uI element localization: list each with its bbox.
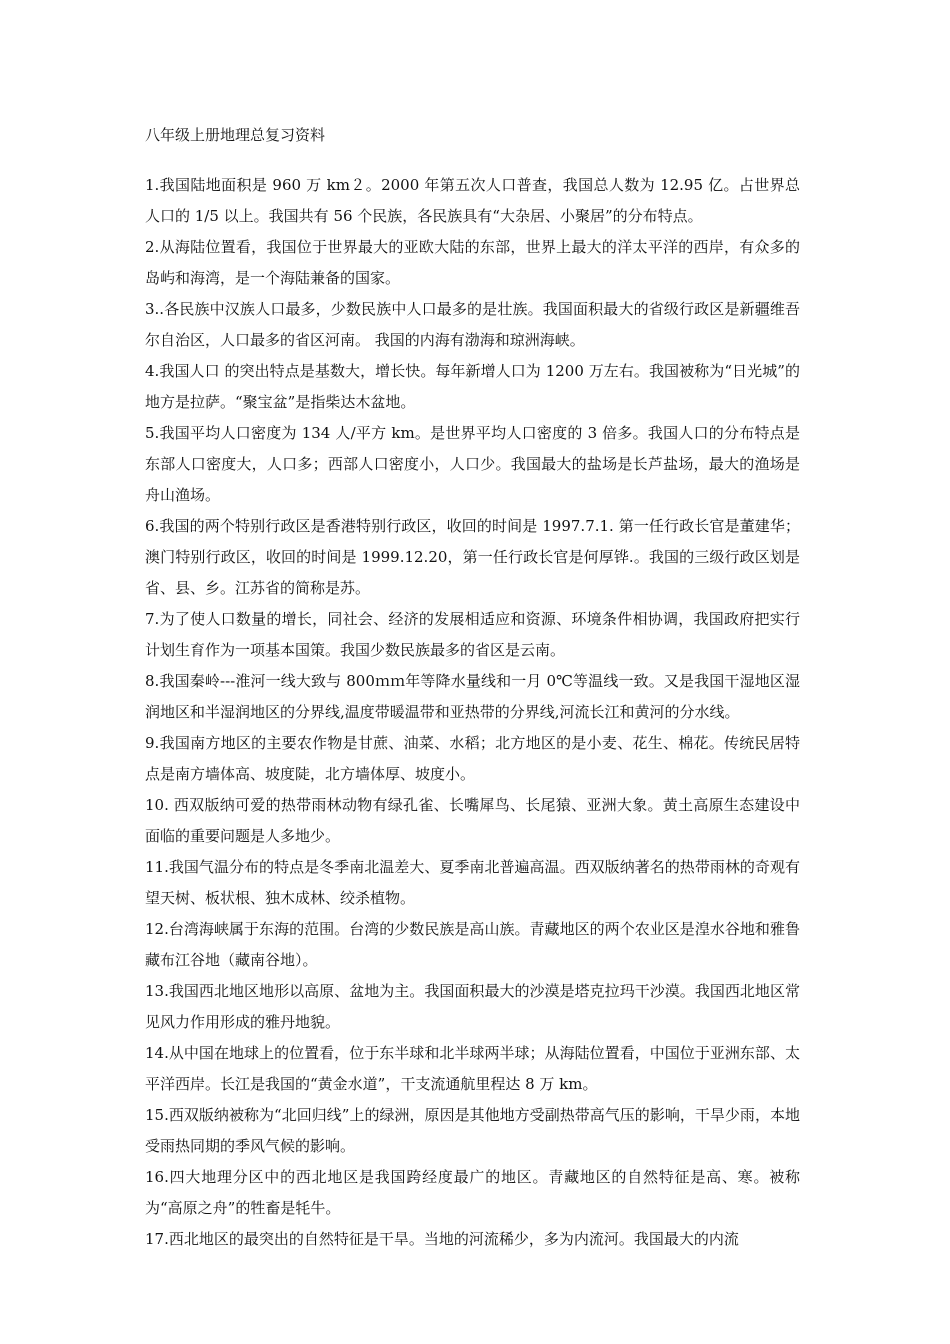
- review-item-15: 15.西双版纳被称为“北回归线”上的绿洲，原因是其他地方受副热带高气压的影响，干旱少雨，本地受雨热同期的季风气候的影响。: [145, 1106, 800, 1155]
- review-item-16: 16.四大地理分区中的西北地区是我国跨经度最广的地区。青藏地区的自然特征是高、寒。被称为“高原之舟”的牲畜是牦牛。: [145, 1168, 800, 1217]
- review-item-4: 4.我国人口 的突出特点是基数大，增长快。每年新增人口为 1200 万左右。我国被称为“日光城”的地方是拉萨。“聚宝盆”是指柴达木盆地。: [145, 362, 800, 411]
- review-item-9: 9.我国南方地区的主要农作物是甘蔗、油菜、水稻；北方地区的是小麦、花生、棉花。传统民居特点是南方墙体高、坡度陡，北方墙体厚、坡度小。: [145, 734, 800, 783]
- review-item-14: 14.从中国在地球上的位置看，位于东半球和北半球两半球；从海陆位置看，中国位于亚洲东部、太平洋西岸。长江是我国的“黄金水道”，干支流通航里程达 8 万 km。: [145, 1044, 800, 1093]
- review-item-5: 5.我国平均人口密度为 134 人/平方 km。是世界平均人口密度的 3 倍多。我国人口的分布特点是东部人口密度大，人口多；西部人口密度小，人口少。我国最大的盐场是长芦盐场，最大的渔场是舟山渔场。: [145, 424, 800, 504]
- review-item-list: [145, 170, 800, 1255]
- review-item-10: 10. 西双版纳可爱的热带雨林动物有绿孔雀、长嘴犀鸟、长尾猿、亚洲大象。黄土高原生态建设中面临的重要问题是人多地少。: [145, 796, 800, 845]
- review-item-6: 6.我国的两个特别行政区是香港特别行政区，收回的时间是 1997.7.1. 第一任行政长官是董建华；澳门特别行政区，收回的时间是 1999.12.20，第一任行政长官是何厚铧.。我国的三级行政区划是省、县、乡。江苏省的简称是苏。: [145, 517, 800, 597]
- review-item-11: 11.我国气温分布的特点是冬季南北温差大、夏季南北普遍高温。西双版纳著名的热带雨林的奇观有望天树、板状根、独木成林、绞杀植物。: [145, 858, 800, 907]
- review-item-12: 12.台湾海峡属于东海的范围。台湾的少数民族是高山族。青藏地区的两个农业区是湟水谷地和雅鲁藏布江谷地（藏南谷地）。: [145, 920, 800, 969]
- document-page: [145, 120, 800, 1255]
- document-title: 八年级上册地理总复习资料: [145, 126, 326, 144]
- review-item-8: 8.我国秦岭---淮河一线大致与 800ｍｍ年等降水量线和一月 0℃等温线一致。又是我国干湿地区湿润地区和半湿润地区的分界线,温度带暖温带和亚热带的分界线,河流长江和黄河的分水线。: [145, 672, 800, 721]
- review-item-17: 17.西北地区的最突出的自然特征是干旱。当地的河流稀少，多为内流河。我国最大的内流: [145, 1230, 739, 1248]
- review-item-1: 1.我国陆地面积是 960 万 km２。2000 年第五次人口普查，我国总人数为 12.95 亿。占世界总人口的 1/5 以上。我国共有 56 个民族，各民族具有“大杂居、小聚居”的分布特点。: [145, 176, 800, 225]
- review-item-7: 7.为了使人口数量的增长，同社会、经济的发展相适应和资源、环境条件相协调，我国政府把实行计划生育作为一项基本国策。我国少数民族最多的省区是云南。: [145, 610, 800, 659]
- review-item-2: 2.从海陆位置看，我国位于世界最大的亚欧大陆的东部，世界上最大的洋太平洋的西岸，有众多的岛屿和海湾，是一个海陆兼备的国家。: [145, 238, 800, 287]
- review-item-3: 3..各民族中汉族人口最多，少数民族中人口最多的是壮族。我国面积最大的省级行政区是新疆维吾尔自治区，人口最多的省区河南。 我国的内海有渤海和琼洲海峡。: [145, 300, 800, 349]
- review-item-13: 13.我国西北地区地形以高原、盆地为主。我国面积最大的沙漠是塔克拉玛干沙漠。我国西北地区常见风力作用形成的雅丹地貌。: [145, 982, 800, 1031]
